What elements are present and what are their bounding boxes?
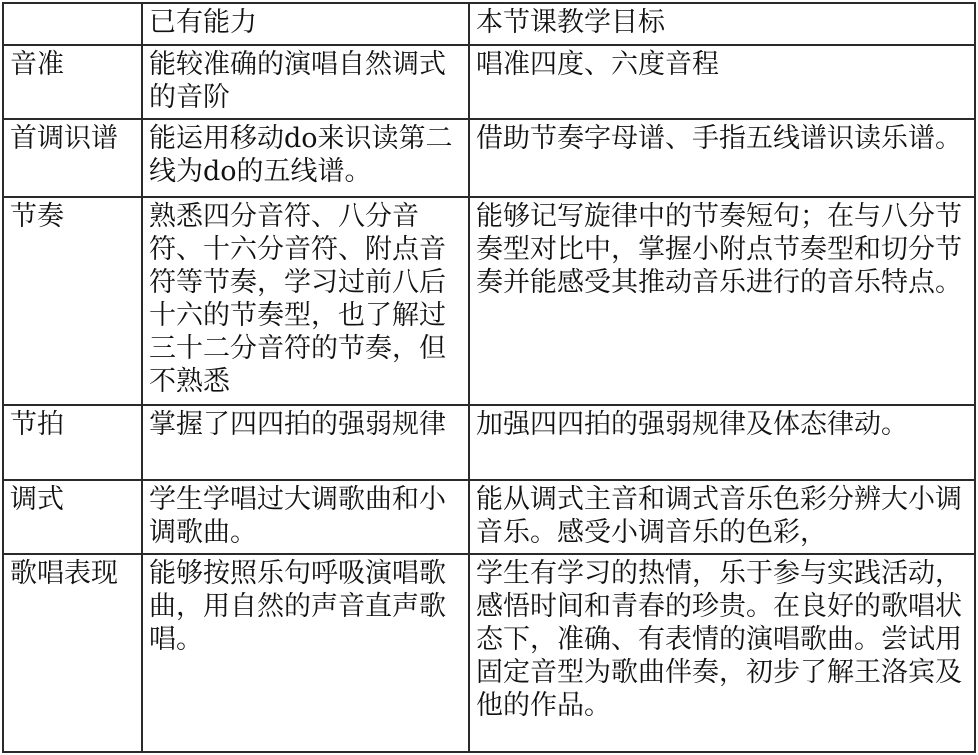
row-goal: 加强四四拍的强弱规律及体态律动。 — [469, 405, 975, 480]
row-item: 首调识谱 — [3, 119, 142, 197]
header-row — [3, 3, 975, 45]
row-ability: 学生学唱过大调歌曲和小调歌曲。 — [142, 480, 469, 554]
row-item: 调式 — [3, 480, 142, 554]
row-ability: 掌握了四四拍的强弱规律 — [142, 405, 469, 480]
table-row — [3, 405, 975, 480]
row-ability: 能够按照乐句呼吸演唱歌曲，用自然的声音直声歌唱。 — [142, 554, 469, 752]
teaching-goals-table — [2, 2, 976, 753]
row-goal: 能够记写旋律中的节奏短句；在与八分节奏型对比中，掌握小附点节奏型和切分节奏并能感受其推动音乐进行的音乐特点。 — [469, 197, 975, 405]
table-row — [3, 197, 975, 405]
table-row — [3, 45, 975, 119]
table-row — [3, 480, 975, 554]
row-ability: 熟悉四分音符、八分音符、十六分音符、附点音符等节奏，学习过前八后十六的节奏型，也了解过三十二分音符的节奏，但不熟悉 — [142, 197, 469, 405]
row-ability: 能较准确的演唱自然调式的音阶 — [142, 45, 469, 119]
row-item: 节奏 — [3, 197, 142, 405]
table-row — [3, 554, 975, 752]
row-goal: 学生有学习的热情，乐于参与实践活动，感悟时间和青春的珍贵。在良好的歌唱状态下，准确、有表情的演唱歌曲。尝试用固定音型为歌曲伴奏，初步了解王洛宾及他的作品。 — [469, 554, 975, 752]
row-goal: 借助节奏字母谱、手指五线谱识读乐谱。 — [469, 119, 975, 197]
header-ability: 已有能力 — [142, 3, 469, 45]
table-row — [3, 119, 975, 197]
row-item: 音准 — [3, 45, 142, 119]
header-goal: 本节课教学目标 — [469, 3, 975, 45]
row-ability: 能运用移动do来识读第二线为do的五线谱。 — [142, 119, 469, 197]
row-goal: 唱准四度、六度音程 — [469, 45, 975, 119]
row-item: 节拍 — [3, 405, 142, 480]
row-goal: 能从调式主音和调式音乐色彩分辨大小调音乐。感受小调音乐的色彩， — [469, 480, 975, 554]
header-item — [3, 3, 142, 45]
row-item: 歌唱表现 — [3, 554, 142, 752]
